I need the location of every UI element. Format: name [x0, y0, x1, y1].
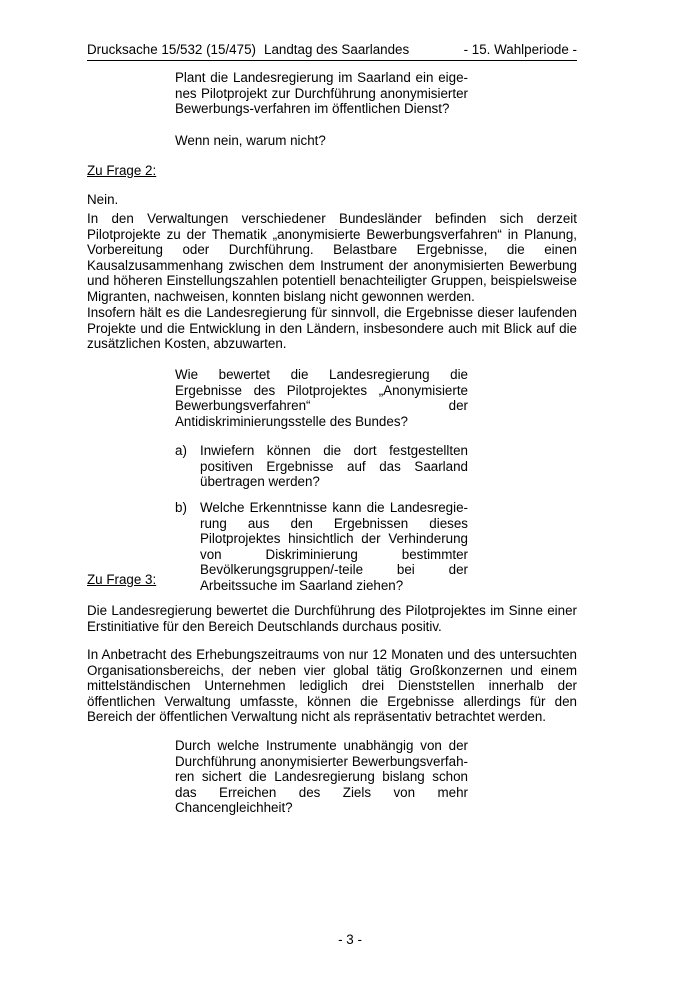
legislative-period: - 15. Wahlperiode - — [463, 42, 577, 57]
question-1-followup: Wenn nein, warum nicht? — [175, 133, 326, 148]
answer-3-heading: Zu Frage 3: — [87, 572, 157, 587]
question-3-item-a — [175, 443, 468, 490]
page-number: - 3 - — [338, 932, 362, 947]
question-3-text: Wie bewertet die Landesregierung die Ergebnisse des Pilotprojektes „Anonymisierte Bewerbungsverfahren“ der Antidiskriminierungsstelle des Bundes? — [175, 367, 468, 429]
answer-3-paragraph-2: In Anbetracht des Erhebungszeitraums von nur 12 Monaten und des untersuchten Organisationsbereichs, der neben vier global tätig Großkonzernen und einem mittelständischen Unternehmen lediglich drei Dienststellen innerhalb der öffentlichen Verwaltung umfasste, können die Ergebnisse allerdings für den Bereich der öffentlichen Verwaltung nicht als repräsentativ betrachtet werden. — [87, 647, 577, 725]
answer-2-heading: Zu Frage 2: — [87, 163, 157, 178]
answer-2-paragraph-2: Insofern hält es die Landesregierung für sinnvoll, die Ergebnisse dieser laufenden Projekte und die Entwicklung in den Ländern, insbesondere auch mit Blick auf die zusätzlichen Kosten, abzuwarten. — [87, 305, 577, 352]
answer-3-paragraph-1: Die Landesregierung bewertet die Durchführung des Pilotprojektes im Sinne einer Erstinitiative für den Bereich Deutschlands durchaus positiv. — [87, 603, 577, 634]
question-4-text: Durch welche Instrumente unabhängig von der Durchführung anonymisierter Bewerbungsverfahren sichert die Landesregierung bislang schon das Erreichen des Ziels von mehr Chancengleichheit? — [175, 738, 468, 816]
item-a-text: Inwiefern können die dort festgestellten positiven Ergebnisse auf das Saarland übertragen werden? — [200, 443, 468, 490]
answer-2-short: Nein. — [87, 192, 119, 207]
item-b-text: Welche Erkenntnisse kann die Landesregierung aus den Ergebnissen dieses Pilotprojektes hinsichtlich der Verhinderung von Diskriminierung bestimmter Bevölkerungsgruppen/-teile bei der Arbeitssuche im Saarland ziehen? — [200, 500, 468, 593]
question-1-text: Plant die Landesregierung im Saarland ein eigenes Pilotprojekt zur Durchführung anonymisierter Bewerbungs-verfahren im öffentlichen Dienst? — [175, 70, 468, 117]
document-number: Drucksache 15/532 (15/475) — [87, 42, 256, 57]
page-header — [87, 42, 577, 61]
answer-2-paragraph-1: In den Verwaltungen verschiedener Bundesländer befinden sich derzeit Pilotprojekte zu der Thematik „anonymisierte Bewerbungsverfahren“ in Planung, Vorbereitung oder Durchführung. Belastbare Ergebnisse, die einen Kausalzusammenhang zwischen dem Instrument der anonymisierten Bewerbung und höheren Einstellungszahlen potentiell benachteiligter Gruppen, beispielsweise Migranten, nachweisen, konnten bislang nicht gewonnen werden. — [87, 211, 577, 304]
parliament-name: Landtag des Saarlandes — [264, 42, 410, 57]
item-b-marker: b) — [175, 500, 187, 515]
item-a-marker: a) — [175, 443, 187, 458]
